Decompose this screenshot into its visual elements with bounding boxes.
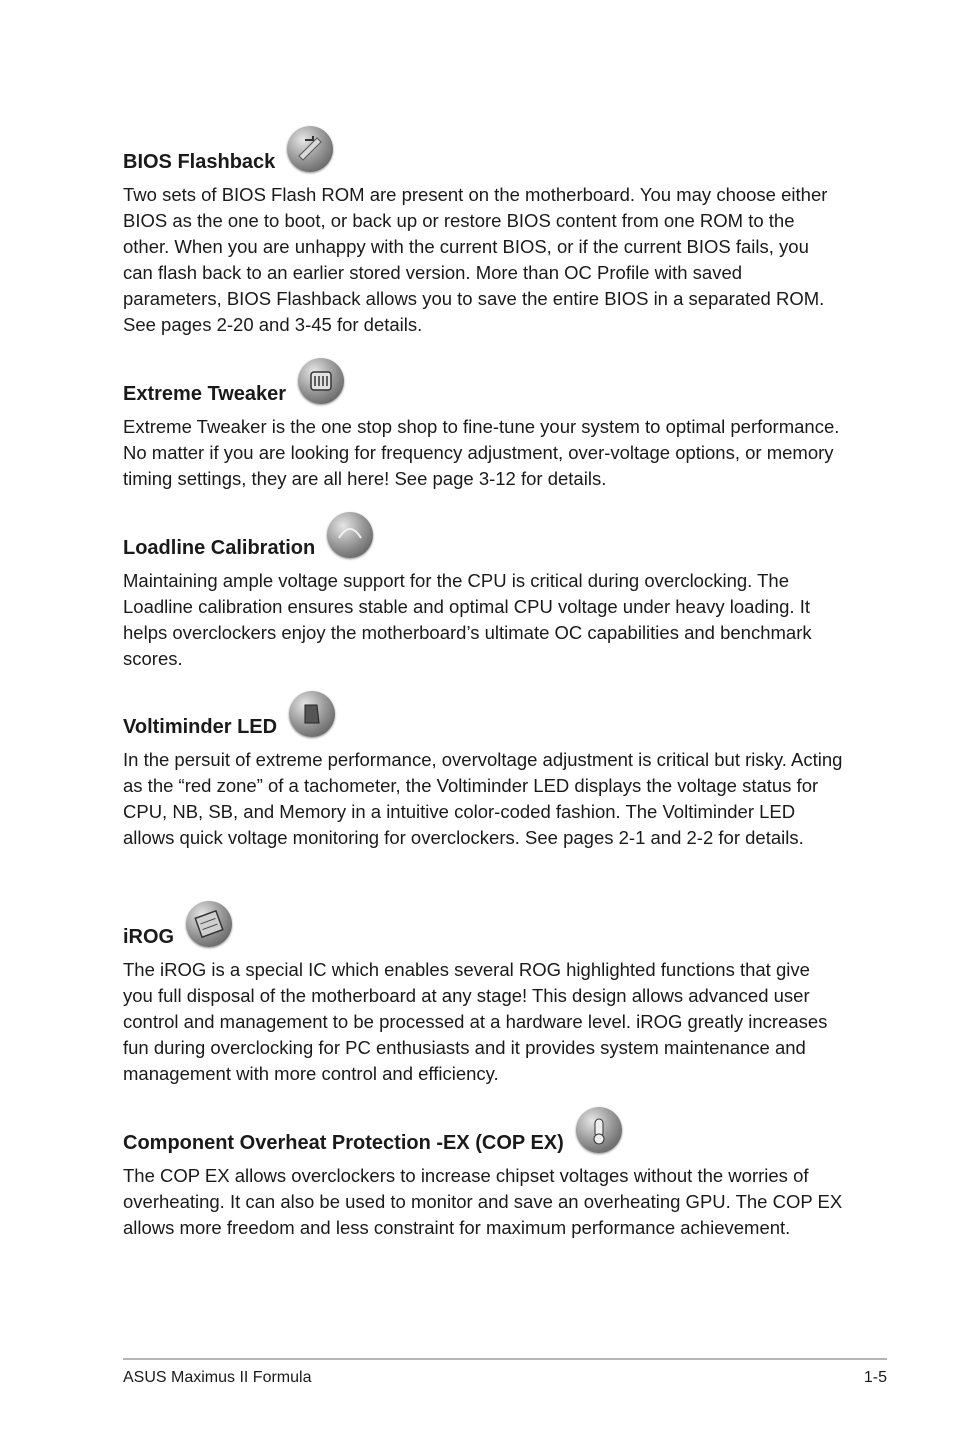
section-text: Extreme Tweaker is the one stop shop to fine-tune your system to optimal performance. No matter if you are looking for frequency adjustment, over-voltage options, or memory timing settings, they are all here! See page 3-12 for details. bbox=[123, 416, 840, 489]
section-text: Maintaining ample voltage support for the CPU is critical during overclocking. The Loadline calibration ensures stable and optimal CPU voltage under heavy loading. It helps overclockers enjoy the motherboard’s ultimate OC capabilities and benchmark scores. bbox=[123, 570, 812, 669]
heading-row bbox=[123, 685, 843, 741]
section-voltiminder-led bbox=[123, 685, 843, 851]
section-text: The iROG is a special IC which enables several ROG highlighted functions that give you full disposal of the motherboard at any stage! This design allows advanced user control and management to be processed at a hardware level. iROG greatly increases fun during overclocking for PC enthusiasts and it provides system maintenance and management with more control and efficiency. bbox=[123, 959, 828, 1084]
footer-page-number: 1-5 bbox=[863, 1369, 887, 1386]
section-text: In the persuit of extreme performance, overvoltage adjustment is critical but risky. Acting as the “red zone” of a tachometer, the Voltiminder LED displays the voltage status for CPU, NB, SB, and Memory in a intuitive color-coded fashion. The Voltiminder LED allows quick voltage monitoring for overclockers. See pages 2-1 and 2-2 for details. bbox=[123, 749, 843, 848]
voltiminder-led-icon bbox=[289, 691, 335, 737]
heading-row bbox=[123, 120, 843, 176]
heading-row bbox=[123, 895, 843, 951]
irog-chip-icon bbox=[186, 901, 232, 947]
section-extreme-tweaker bbox=[123, 352, 843, 492]
section-title: Extreme Tweaker bbox=[123, 383, 287, 405]
section-title: Voltiminder LED bbox=[123, 716, 278, 738]
footer-manual-title: ASUS Maximus II Formula bbox=[123, 1369, 312, 1386]
loadline-calibration-icon bbox=[327, 512, 373, 558]
section-cop-ex bbox=[123, 1101, 843, 1241]
heading-row bbox=[123, 352, 843, 408]
bios-flashback-icon bbox=[287, 126, 333, 172]
extreme-tweaker-icon bbox=[298, 358, 344, 404]
section-text: The COP EX allows overclockers to increase chipset voltages without the worries of overheating. It can also be used to monitor and save an overheating GPU. The COP EX allows more freedom and less constraint for maximum performance achievement. bbox=[123, 1165, 843, 1238]
heading-row bbox=[123, 506, 843, 562]
section-loadline-calibration bbox=[123, 506, 843, 672]
cop-ex-icon bbox=[576, 1107, 622, 1153]
section-bios-flashback bbox=[123, 120, 843, 338]
section-title: iROG bbox=[123, 926, 175, 948]
heading-row bbox=[123, 1101, 843, 1157]
section-irog bbox=[123, 895, 843, 1087]
section-text: Two sets of BIOS Flash ROM are present on the motherboard. You may choose either BIOS as the one to boot, or back up or restore BIOS content from one ROM to the other. When you are unhappy with the current BIOS, or if the current BIOS fails, you can flash back to an earlier stored version. More than OC Profile with saved parameters, BIOS Flashback allows you to save the entire BIOS in a separated ROM. See pages 2-20 and 3-45 for details. bbox=[123, 184, 828, 335]
page-footer bbox=[123, 1358, 887, 1387]
section-title: Loadline Calibration bbox=[123, 537, 316, 559]
section-title: Component Overheat Protection -EX (COP EX) bbox=[123, 1132, 564, 1154]
section-title: BIOS Flashback bbox=[123, 151, 276, 173]
